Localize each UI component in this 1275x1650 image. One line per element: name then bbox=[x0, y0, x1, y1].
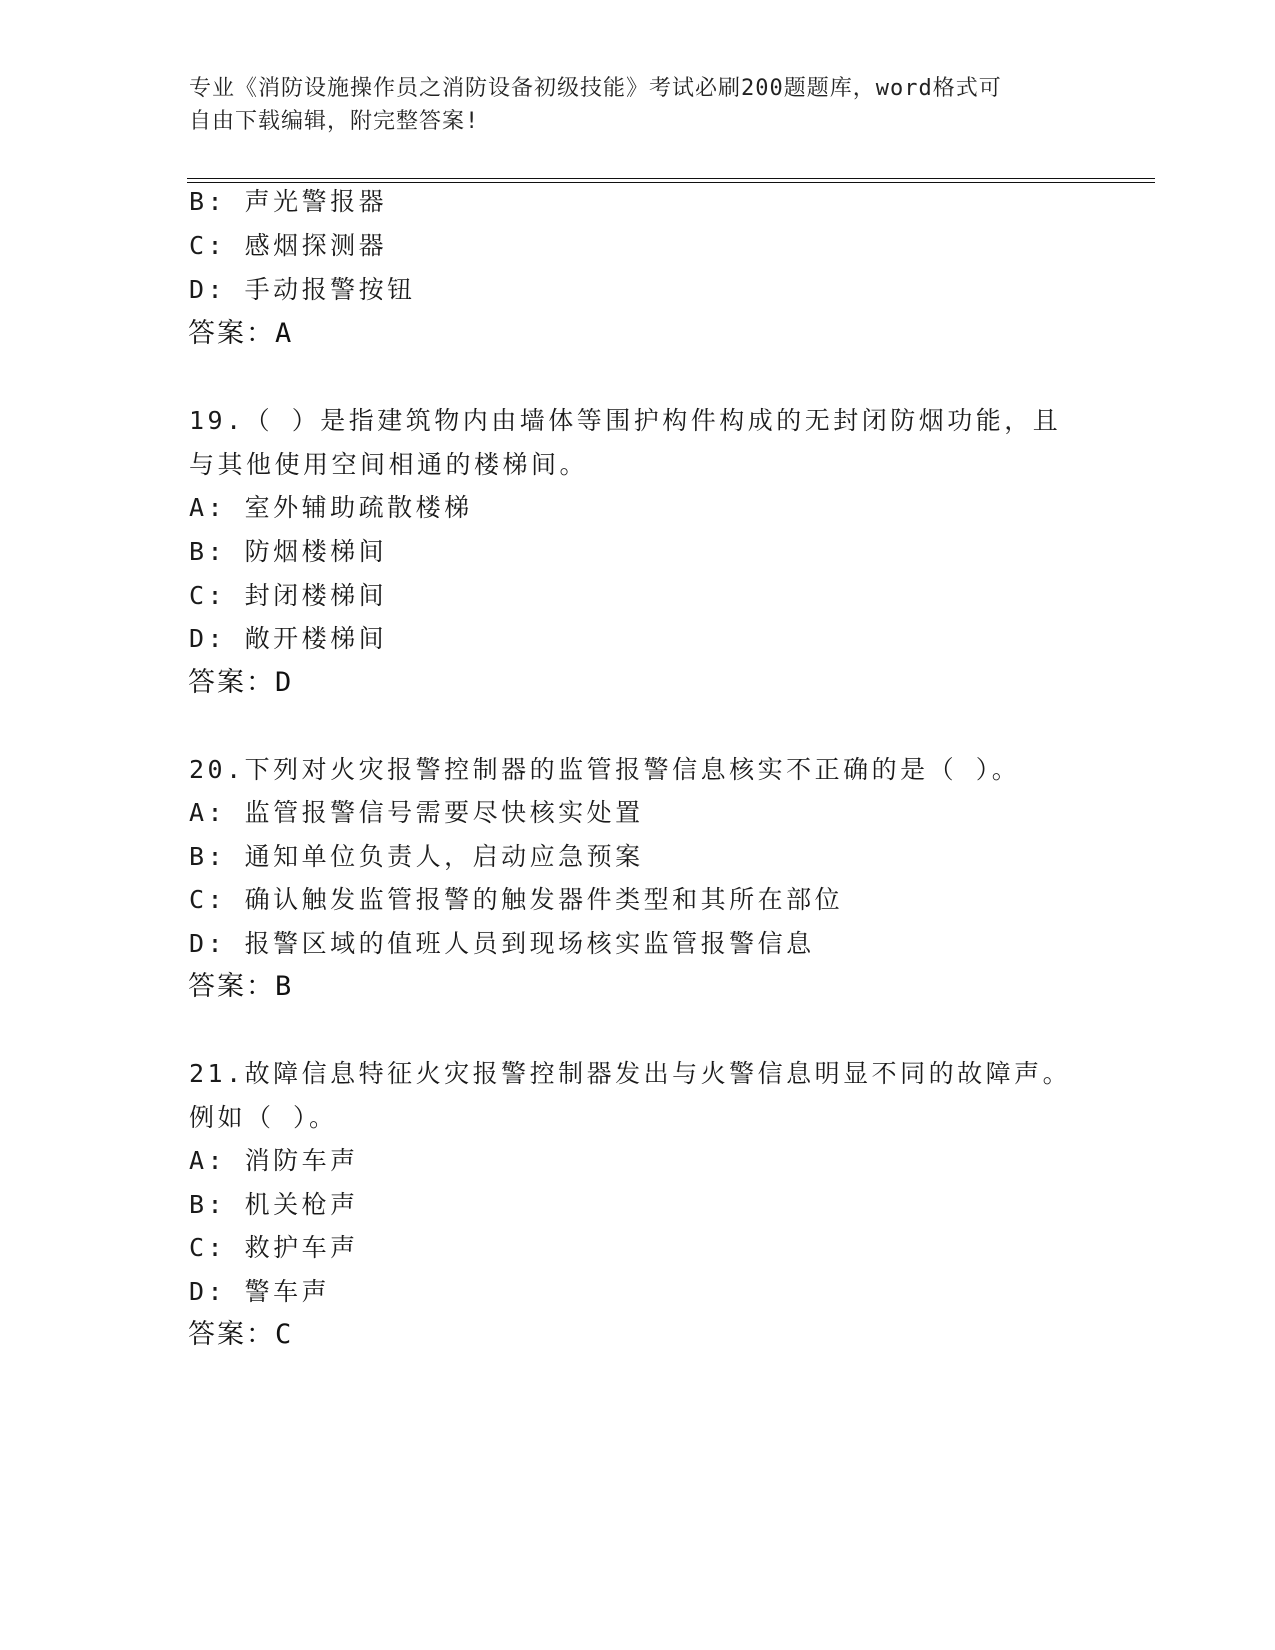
q21-stem-line-1: 21.故障信息特征火灾报警控制器发出与火警信息明显不同的故障声。 bbox=[189, 1059, 1072, 1088]
q19-option-a: A: 室外辅助疏散楼梯 bbox=[189, 493, 473, 522]
q20-option-a: A: 监管报警信号需要尽快核实处置 bbox=[189, 798, 644, 827]
header-title-line-1: 专业《消防设施操作员之消防设备初级技能》考试必刷200题题库，word格式可 bbox=[189, 76, 1002, 101]
q19-stem-line-2: 与其他使用空间相通的楼梯间。 bbox=[189, 450, 589, 479]
q18-answer: 答案：A bbox=[188, 318, 294, 349]
q21-answer: 答案：C bbox=[188, 1319, 294, 1350]
q19-option-b: B: 防烟楼梯间 bbox=[189, 537, 388, 566]
q21-stem-line-2: 例如（ ）。 bbox=[189, 1103, 338, 1132]
q20-option-c: C: 确认触发监管报警的触发器件类型和其所在部位 bbox=[189, 885, 844, 914]
q19-stem-line-1: 19.（ ）是指建筑物内由墙体等围护构件构成的无封闭防烟功能，且 bbox=[189, 406, 1062, 435]
document-header bbox=[189, 72, 1069, 138]
q21-option-d: D: 警车声 bbox=[189, 1277, 331, 1306]
q18-option-d: D: 手动报警按钮 bbox=[189, 275, 416, 304]
q19-option-c: C: 封闭楼梯间 bbox=[189, 581, 388, 610]
q18-option-c: C: 感烟探测器 bbox=[189, 231, 388, 260]
q21-option-c: C: 救护车声 bbox=[189, 1233, 359, 1262]
q20-option-d: D: 报警区域的值班人员到现场核实监管报警信息 bbox=[189, 929, 815, 958]
q19-answer: 答案：D bbox=[188, 667, 294, 698]
q20-option-b: B: 通知单位负责人，启动应急预案 bbox=[189, 842, 644, 871]
q20-answer: 答案：B bbox=[188, 971, 294, 1002]
q20-stem-line-1: 20.下列对火灾报警控制器的监管报警信息核实不正确的是（ ）。 bbox=[189, 755, 1021, 784]
q21-option-a: A: 消防车声 bbox=[189, 1146, 359, 1175]
q18-option-b: B: 声光警报器 bbox=[189, 187, 388, 216]
header-title-line-2: 自由下载编辑，附完整答案! bbox=[189, 109, 480, 134]
q21-option-b: B: 机关枪声 bbox=[189, 1190, 359, 1219]
q19-option-d: D: 敞开楼梯间 bbox=[189, 624, 388, 653]
header-divider bbox=[187, 178, 1155, 183]
